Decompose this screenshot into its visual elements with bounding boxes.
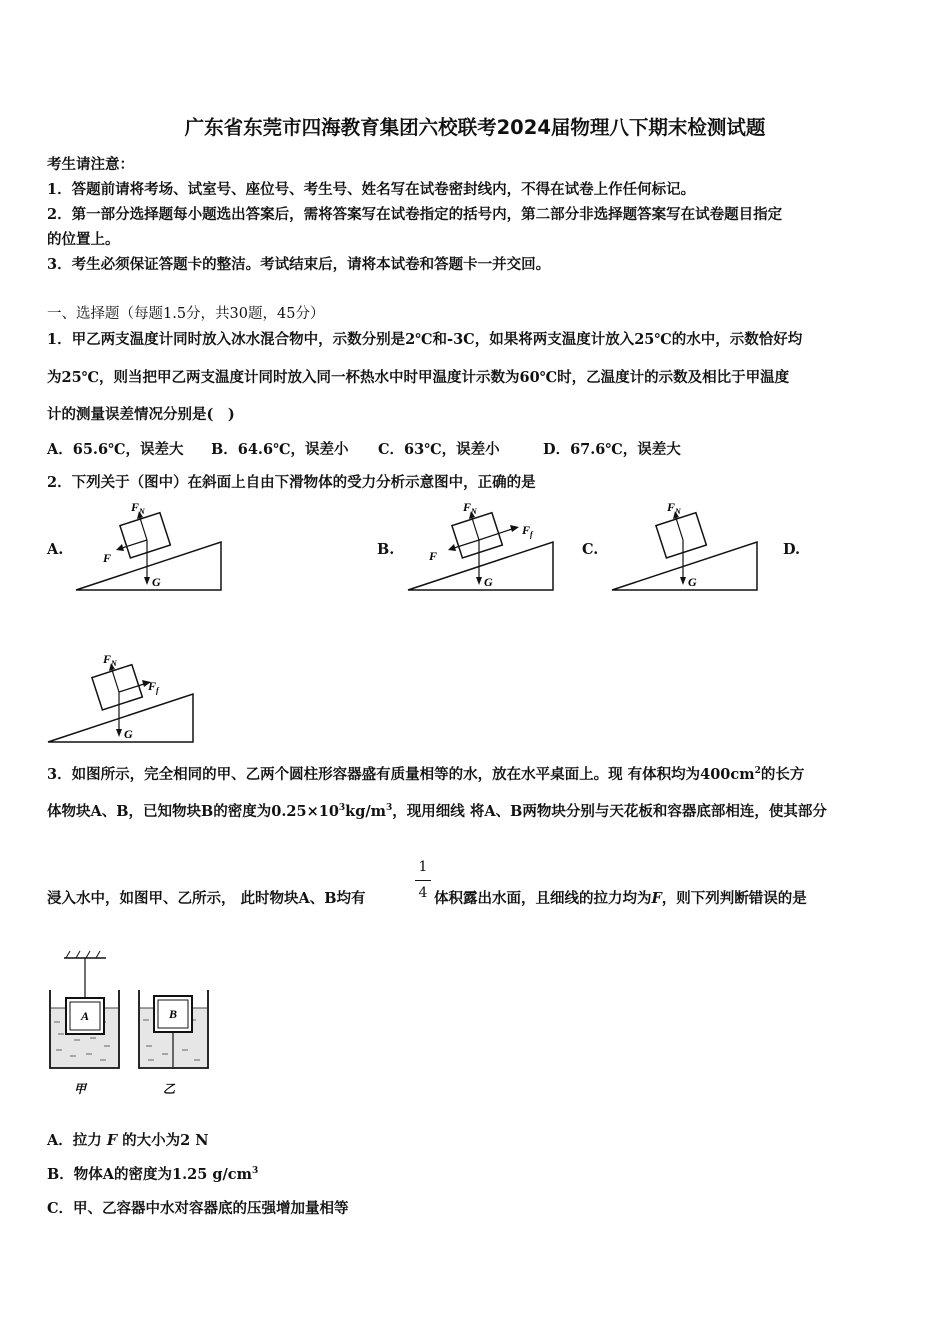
q3-line-3b: 体积露出水面，且细线的拉力均为F，则下列判断错误的是 — [434, 890, 807, 907]
q2-figure-a — [72, 496, 232, 596]
label-fn: $F_N$ — [131, 500, 145, 516]
q2-label-a: A. — [47, 541, 64, 558]
q2-label-d: D. — [783, 541, 801, 558]
q1-option-d: D．67.6℃，误差大 — [543, 441, 681, 458]
q2-stem: 2．下列关于（图中）在斜面上自由下滑物体的受力分析示意图中，正确的是 — [47, 474, 536, 491]
q1-line-2: 为25℃，则当把甲乙两支温度计同时放入同一杯热水中时甲温度计示数为60℃时，乙温度计的示数及相比于甲温度 — [47, 369, 790, 386]
section-heading: 一、选择题（每题1.5分，共30题，45分） — [47, 306, 325, 322]
q1-option-c: C．63℃，误差小 — [378, 441, 500, 458]
q2-figure-d — [44, 648, 204, 748]
label-g: G — [152, 575, 161, 589]
fraction-denominator: 4 — [418, 885, 428, 901]
q1-line-1: 1．甲乙两支温度计同时放入冰水混合物中，示数分别是2℃和-3C，如果将两支温度计放入25℃的水中，示数恰好均 — [47, 331, 803, 348]
label-fn: $F_N$ — [463, 500, 477, 516]
fraction-bar — [415, 880, 431, 881]
q1-option-b: B．64.6℃，误差小 — [211, 441, 349, 458]
q2-label-b: B. — [377, 541, 395, 558]
label-f: F — [429, 549, 438, 563]
q3-figure — [44, 950, 219, 1100]
q1-option-a: A．65.6℃，误差大 — [47, 441, 184, 458]
q1-line-3: 计的测量误差情况分别是( ) — [47, 406, 235, 423]
notice-heading: 考生请注意： — [47, 156, 134, 173]
label-g: G — [688, 575, 697, 589]
notice-item-3: 3．考生必须保证答题卡的整洁。考试结束后，请将本试卷和答题卡一并交回。 — [47, 256, 551, 273]
q3-line-1: 3．如图所示，完全相同的甲、乙两个圆柱形容器盛有质量相等的水，放在水平桌面上。现 有体积均为$400cm^2$的长方 — [47, 766, 805, 783]
caption-jia: 甲 — [74, 1082, 87, 1096]
label-fn: $F_N$ — [667, 500, 681, 516]
q3-line-3a: 浸入水中，如图甲、乙所示， 此时物块A、B均有 — [47, 890, 366, 907]
fraction-numerator: 1 — [418, 859, 428, 875]
label-ff: $F_f$ — [148, 679, 159, 695]
notice-item-2: 2．第一部分选择题每小题选出答案后，需将答案写在试卷指定的括号内，第二部分非选择题答案写在试卷题目指定 — [47, 206, 783, 223]
label-g: G — [124, 727, 133, 741]
label-fn: $F_N$ — [103, 652, 117, 668]
label-f: F — [103, 551, 112, 565]
notice-item-1: 1．答题前请将考场、试室号、座位号、考生号、姓名写在试卷密封线内，不得在试卷上作任何标记。 — [47, 181, 696, 198]
q3-option-b: B．物体A的密度为1.25 $g/cm^3$ — [47, 1166, 259, 1183]
q3-option-a: A．拉力 F 的大小为2 N — [47, 1132, 209, 1149]
caption-yi: 乙 — [163, 1082, 176, 1096]
q3-line-2: 体物块A、B，已知物块B的密度为$0.25\times 10^3kg/m^3$，现用细线 将A、B两物块分别与天花板和容器底部相连，使其部分 — [47, 803, 827, 820]
q2-label-c: C. — [582, 541, 599, 558]
label-g: G — [484, 575, 493, 589]
label-ff: $F_f$ — [522, 523, 533, 539]
q2-figure-c — [608, 496, 768, 596]
page-title: 广东省东莞市四海教育集团六校联考2024届物理八下期末检测试题 — [184, 116, 766, 139]
q3-option-c: C．甲、乙容器中水对容器底的压强增加量相等 — [47, 1200, 349, 1217]
notice-item-2-cont: 的位置上。 — [47, 231, 120, 248]
block-a-label: A — [81, 1009, 90, 1023]
block-b-label: B — [169, 1007, 178, 1021]
q2-figure-b — [404, 496, 564, 596]
